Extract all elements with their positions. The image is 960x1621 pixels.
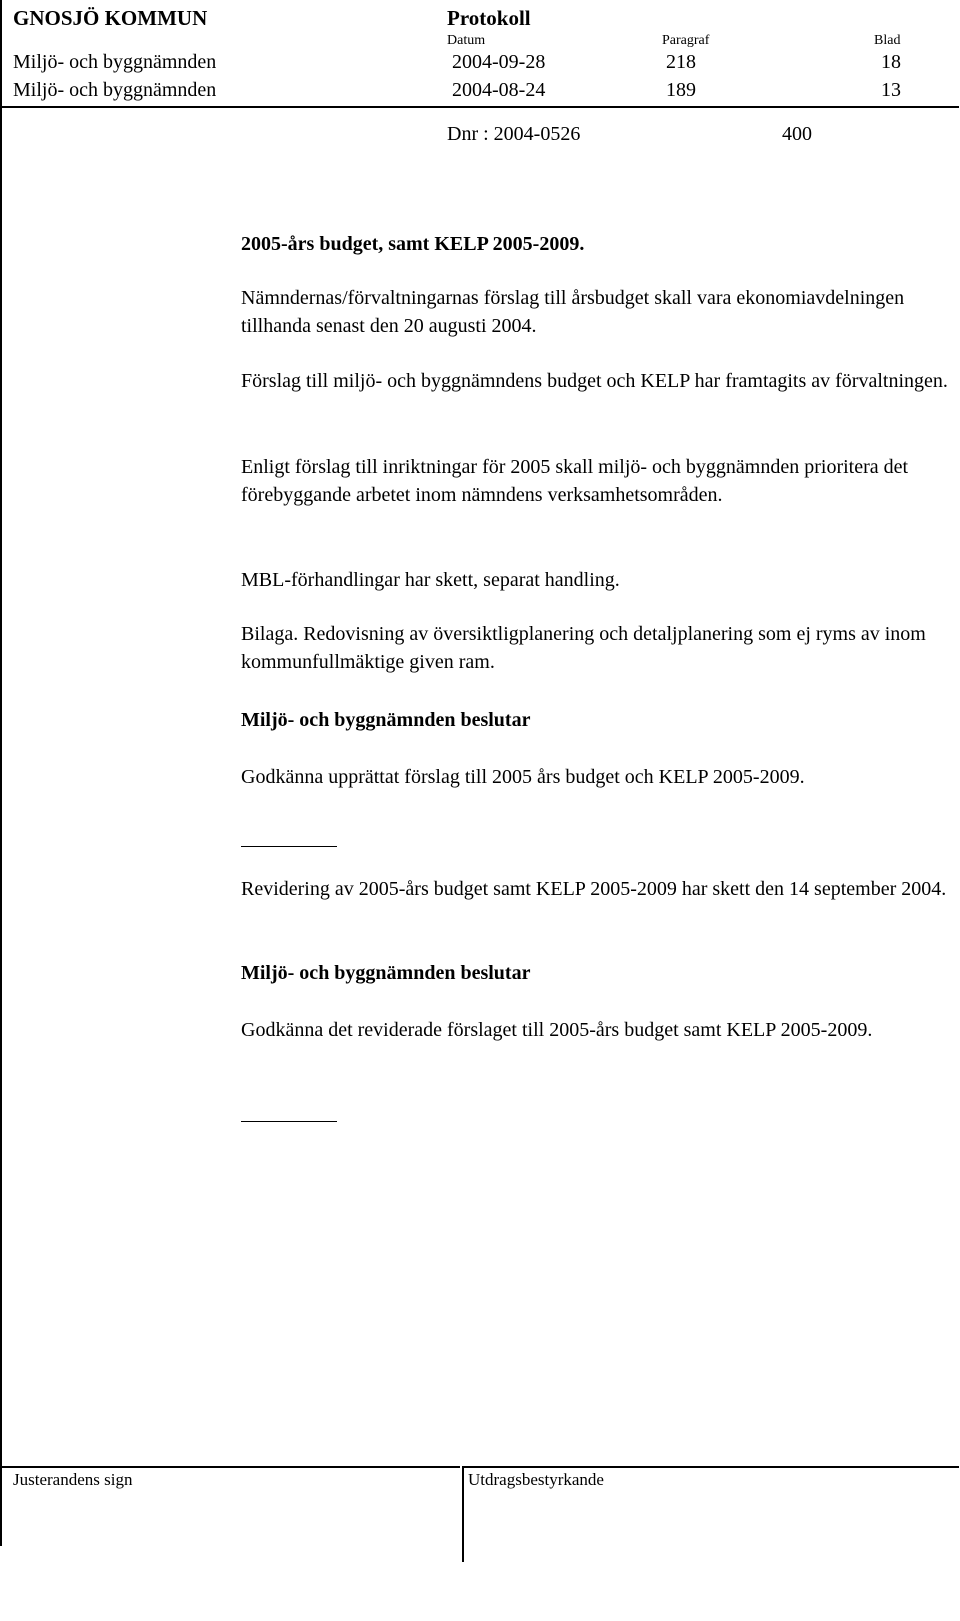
- extract-certification-label: Utdragsbestyrkande: [468, 1470, 604, 1489]
- separator-line-2: [241, 1121, 337, 1122]
- row-page-2: 13: [881, 79, 901, 101]
- row-paragraph-1: 218: [666, 51, 696, 73]
- row-board-1: Miljö- och byggnämnden: [13, 51, 217, 73]
- paragraph-priorities: Enligt förslag till inriktningar för 2005 skall miljö- och byggnämnden prioritera det förebyggande arbetet inom nämndens verksamhetsområden.: [241, 456, 909, 506]
- header-rule: [0, 106, 959, 108]
- row-paragraph-2: 189: [666, 79, 696, 101]
- row-date-2: 2004-08-24: [452, 79, 546, 101]
- date-column-label: Datum: [447, 33, 486, 48]
- paragraph-deadline: Nämndernas/förvaltningarnas förslag till årsbudget skall vara ekonomiavdelningen tillhanda senast den 20 augusti 2004.: [241, 287, 905, 337]
- decision-text-2: Godkänna det reviderade förslaget till 2005-års budget samt KELP 2005-2009.: [241, 1019, 873, 1041]
- separator-line-1: [241, 846, 337, 847]
- document-type: Protokoll: [447, 6, 531, 30]
- paragraph-revision: Revidering av 2005-års budget samt KELP 2005-2009 har skett den 14 september 2004.: [241, 878, 947, 900]
- decision-text-1: Godkänna upprättat förslag till 2005 års budget och KELP 2005-2009.: [241, 766, 805, 788]
- paragraph-mbl: MBL-förhandlingar har skett, separat handling.: [241, 569, 620, 591]
- signature-label: Justerandens sign: [13, 1470, 133, 1489]
- document-title: 2005-års budget, samt KELP 2005-2009.: [241, 233, 585, 255]
- decision-heading-1: Miljö- och byggnämnden beslutar: [241, 709, 531, 731]
- row-page-1: 18: [881, 51, 901, 73]
- left-margin-rule: [0, 0, 2, 1546]
- row-board-2: Miljö- och byggnämnden: [13, 79, 217, 101]
- footer-rule-right: [464, 1466, 959, 1468]
- dnr-code: 400: [782, 123, 812, 145]
- decision-heading-2: Miljö- och byggnämnden beslutar: [241, 962, 531, 984]
- paragraph-column-label: Paragraf: [662, 33, 710, 48]
- dnr-number: Dnr : 2004-0526: [447, 123, 581, 145]
- footer-divider: [462, 1466, 464, 1562]
- paragraph-proposal: Förslag till miljö- och byggnämndens budget och KELP har framtagits av förvaltningen.: [241, 370, 948, 392]
- row-date-1: 2004-09-28: [452, 51, 546, 73]
- page-column-label: Blad: [874, 33, 901, 48]
- paragraph-attachment: Bilaga. Redovisning av översiktligplanering och detaljplanering som ej ryms av inom kommunfullmäktige given ram.: [241, 623, 926, 673]
- footer-rule-left: [0, 1466, 460, 1468]
- municipality-name: GNOSJÖ KOMMUN: [13, 6, 208, 30]
